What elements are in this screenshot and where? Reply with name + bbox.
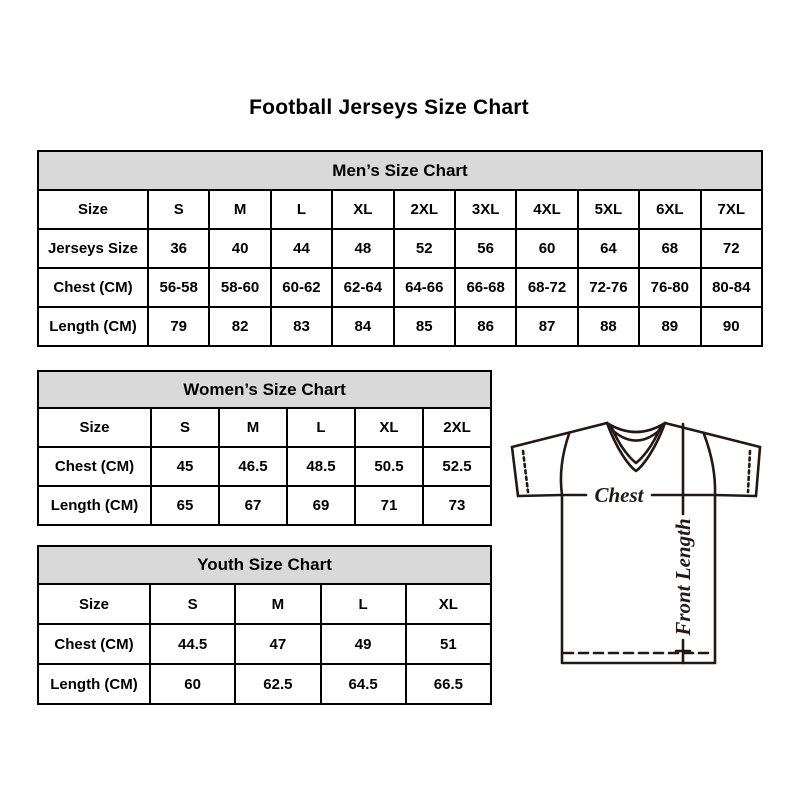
value-cell: 48.5	[287, 447, 355, 486]
size-header-cell: S	[148, 190, 209, 229]
table-title: Youth Size Chart	[38, 546, 491, 584]
table-header-row	[38, 408, 491, 447]
value-cell: 36	[148, 229, 209, 268]
value-cell: 72	[701, 229, 762, 268]
front-length-label: Front Length	[671, 518, 695, 636]
value-cell: 80-84	[701, 268, 762, 307]
size-header-cell: S	[150, 584, 235, 624]
jersey-left-sleeve-outer	[512, 447, 518, 496]
jersey-right-sleeve-outer	[756, 447, 760, 496]
chest-label: Chest	[594, 483, 644, 507]
size-header-cell: M	[219, 408, 287, 447]
jersey-left-cuff-dashed	[523, 451, 528, 492]
value-cell: 44	[271, 229, 332, 268]
value-cell: 45	[151, 447, 219, 486]
value-cell: 60	[150, 664, 235, 704]
value-cell: 60-62	[271, 268, 332, 307]
value-cell: 48	[332, 229, 393, 268]
value-cell: 58-60	[209, 268, 270, 307]
jersey-left-shoulder	[512, 423, 607, 447]
size-header-cell: L	[271, 190, 332, 229]
table-title-row	[38, 371, 491, 408]
value-cell: 60	[516, 229, 577, 268]
value-cell: 72-76	[578, 268, 639, 307]
table-row	[38, 486, 491, 525]
size-header-cell: 5XL	[578, 190, 639, 229]
size-header-cell: M	[235, 584, 320, 624]
value-cell: 86	[455, 307, 516, 346]
size-header-cell: L	[287, 408, 355, 447]
value-cell: 50.5	[355, 447, 423, 486]
value-cell: 40	[209, 229, 270, 268]
jersey-right-shoulder	[665, 423, 760, 447]
size-header-cell: 2XL	[394, 190, 455, 229]
size-header-cell: 3XL	[455, 190, 516, 229]
row-label-cell: Size	[38, 190, 148, 229]
size-header-cell: M	[209, 190, 270, 229]
size-header-cell: 2XL	[423, 408, 491, 447]
row-label-cell: Length (CM)	[38, 486, 151, 525]
table-title: Women’s Size Chart	[38, 371, 491, 408]
table-row	[38, 229, 762, 268]
size-header-cell: 6XL	[639, 190, 700, 229]
row-label-cell: Size	[38, 408, 151, 447]
value-cell: 47	[235, 624, 320, 664]
value-cell: 66-68	[455, 268, 516, 307]
table-row	[38, 664, 491, 704]
value-cell: 66.5	[406, 664, 491, 704]
value-cell: 89	[639, 307, 700, 346]
value-cell: 52.5	[423, 447, 491, 486]
row-label-cell: Jerseys Size	[38, 229, 148, 268]
row-label-cell: Length (CM)	[38, 664, 150, 704]
table-row	[38, 268, 762, 307]
row-label-cell: Size	[38, 584, 150, 624]
table-title: Men’s Size Chart	[38, 151, 762, 190]
value-cell: 71	[355, 486, 423, 525]
table-row	[38, 447, 491, 486]
youth-size-table	[37, 545, 492, 705]
value-cell: 79	[148, 307, 209, 346]
jersey-right-cuff-dashed	[748, 451, 750, 492]
value-cell: 87	[516, 307, 577, 346]
value-cell: 73	[423, 486, 491, 525]
value-cell: 52	[394, 229, 455, 268]
value-cell: 68	[639, 229, 700, 268]
jersey-right-sleeve-bottom	[715, 495, 756, 496]
value-cell: 76-80	[639, 268, 700, 307]
size-header-cell: XL	[406, 584, 491, 624]
row-label-cell: Chest (CM)	[38, 447, 151, 486]
table-title-row	[38, 151, 762, 190]
jersey-measurement-diagram	[505, 410, 767, 665]
value-cell: 83	[271, 307, 332, 346]
value-cell: 64.5	[321, 664, 406, 704]
table-header-row	[38, 190, 762, 229]
value-cell: 69	[287, 486, 355, 525]
womens-size-table	[37, 370, 492, 526]
value-cell: 85	[394, 307, 455, 346]
value-cell: 64-66	[394, 268, 455, 307]
value-cell: 65	[151, 486, 219, 525]
size-header-cell: S	[151, 408, 219, 447]
value-cell: 49	[321, 624, 406, 664]
value-cell: 56-58	[148, 268, 209, 307]
value-cell: 46.5	[219, 447, 287, 486]
size-header-cell: 4XL	[516, 190, 577, 229]
jersey-left-armhole	[561, 434, 569, 495]
row-label-cell: Length (CM)	[38, 307, 148, 346]
page-title: Football Jerseys Size Chart	[249, 96, 529, 119]
value-cell: 62-64	[332, 268, 393, 307]
table-header-row	[38, 584, 491, 624]
value-cell: 68-72	[516, 268, 577, 307]
value-cell: 64	[578, 229, 639, 268]
jersey-collar-back-arc1	[607, 423, 665, 432]
table-row	[38, 307, 762, 346]
jersey-left-sleeve-bottom	[518, 495, 562, 496]
value-cell: 51	[406, 624, 491, 664]
value-cell: 88	[578, 307, 639, 346]
jersey-right-armhole	[704, 434, 715, 495]
size-header-cell: XL	[332, 190, 393, 229]
size-header-cell: L	[321, 584, 406, 624]
size-header-cell: XL	[355, 408, 423, 447]
size-header-cell: 7XL	[701, 190, 762, 229]
mens-size-table	[37, 150, 763, 347]
value-cell: 44.5	[150, 624, 235, 664]
table-title-row	[38, 546, 491, 584]
table-row	[38, 624, 491, 664]
value-cell: 84	[332, 307, 393, 346]
value-cell: 67	[219, 486, 287, 525]
row-label-cell: Chest (CM)	[38, 268, 148, 307]
value-cell: 56	[455, 229, 516, 268]
value-cell: 90	[701, 307, 762, 346]
value-cell: 82	[209, 307, 270, 346]
row-label-cell: Chest (CM)	[38, 624, 150, 664]
value-cell: 62.5	[235, 664, 320, 704]
